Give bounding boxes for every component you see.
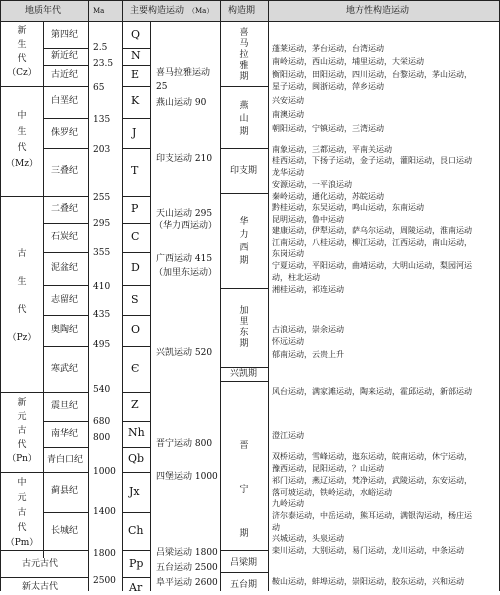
era-paleozoic: 古 生 代 （Pz） bbox=[7, 249, 37, 343]
period-nanhua: 南华纪 bbox=[51, 429, 79, 439]
period-code: Nh bbox=[128, 426, 145, 439]
regional-line: 济尔泰运动，中岳运动，熊耳运动，满银沟运动，杨庄运 bbox=[272, 511, 472, 520]
period-neogene: 新近纪 bbox=[51, 51, 79, 61]
movement-guangxi-alt: （加里东运动） bbox=[154, 268, 218, 278]
period-code: Є bbox=[131, 362, 140, 375]
movement-tianshan: 天山运动 295 bbox=[156, 209, 213, 219]
regional-line: 鞍山运动，蚌埠运动，崇阳运动，胶东运动，兴和运动 bbox=[272, 577, 464, 586]
regional-line: 怀远运动 bbox=[272, 337, 304, 346]
regional-line: 兴城运动，头泉运动 bbox=[272, 534, 344, 543]
period-code: Qb bbox=[128, 452, 145, 465]
period-code: S bbox=[131, 293, 139, 306]
age-value: 2500 bbox=[93, 576, 116, 586]
regional-line: 南象运动，三都运动，平南关运动 bbox=[272, 145, 392, 154]
regional-line: 秦岭运动，通化运动，苏皖运动 bbox=[272, 192, 384, 201]
stage-yanshan: 燕 山 期 bbox=[239, 101, 249, 137]
regional-line: 龙华运动 bbox=[272, 168, 304, 177]
movement-himalaya: 喜马拉雅运动 bbox=[156, 68, 211, 78]
era-paleoproterozoic: 古元古代 bbox=[22, 559, 59, 569]
movement-sibao: 四堡运动 1000 bbox=[156, 472, 218, 482]
period-quaternary: 第四纪 bbox=[51, 30, 79, 40]
regional-line: 祁门运动，燕辽运动，梵净运动，武陵运动，东安运动， bbox=[272, 476, 472, 485]
period-changcheng: 长城纪 bbox=[51, 526, 79, 536]
stage-jinning: 晋 宁 期 bbox=[239, 441, 249, 539]
movement-xingkai: 兴凯运动 520 bbox=[156, 348, 213, 358]
stage-variscan: 华 力 西 期 bbox=[239, 217, 249, 266]
regional-line: 南澳运动 bbox=[272, 110, 304, 119]
header-ma: Ma bbox=[93, 7, 105, 15]
age-value: 410 bbox=[93, 282, 111, 292]
period-code: P bbox=[131, 202, 139, 215]
stage-lvliang: 吕梁期 bbox=[230, 558, 258, 568]
period-code: Jx bbox=[129, 485, 140, 498]
regional-line: 星子运动，闽浙运动，萍乡运动 bbox=[272, 82, 384, 91]
age-value: 203 bbox=[93, 145, 111, 155]
period-code: Pp bbox=[129, 557, 144, 570]
period-code: Ch bbox=[128, 524, 144, 537]
age-value: 65 bbox=[93, 83, 105, 93]
era-mesoproterozoic: 中 元 古 代 （Pm） bbox=[5, 478, 39, 548]
regional-line: 豫西运动，昆阳运动，？山运动 bbox=[272, 464, 384, 473]
period-qingbaikou: 青白口纪 bbox=[47, 455, 84, 465]
period-carboniferous: 石炭纪 bbox=[51, 232, 79, 242]
regional-line: 动，柱北运动 bbox=[272, 273, 320, 282]
regional-line: 安源运动，一平浪运动 bbox=[272, 180, 352, 189]
period-triassic: 三叠纪 bbox=[51, 166, 79, 176]
movement-lvliang: 吕梁运动 1800 bbox=[156, 548, 218, 558]
age-value: 2.5 bbox=[93, 43, 108, 53]
regional-line: 澄江运动 bbox=[272, 431, 304, 440]
regional-line: 黔桂运动，东吴运动，鸣山运动，东南运动 bbox=[272, 203, 424, 212]
age-value: 1800 bbox=[93, 549, 116, 559]
period-code: Ar bbox=[129, 581, 143, 594]
stage-himalaya: 喜 马 拉 雅 期 bbox=[239, 28, 249, 82]
header-tectonic-ma: （Ma） bbox=[188, 7, 214, 15]
regional-line: 衡阳运动，田阳运动，四川运动，台黎运动，茅山运动， bbox=[272, 70, 472, 79]
regional-line: 风台运动，满家滩运动，陶来运动，霍邱运动，新部运动 bbox=[272, 387, 472, 396]
era-archean: 新太古代 bbox=[22, 582, 59, 592]
regional-line: 昆明运动，鲁中运动 bbox=[272, 215, 344, 224]
stage-xingkai: 兴凯期 bbox=[230, 369, 258, 379]
regional-line: 栾川运动，大别运动，易门运动，龙川运动，中条运动 bbox=[272, 546, 464, 555]
header-period: 构造期 bbox=[228, 6, 256, 16]
movement-fuping: 阜平运动 2600 bbox=[156, 578, 218, 588]
age-value: 540 bbox=[93, 385, 111, 395]
regional-line: 朝阳运动，宁镇运动，三湾运动 bbox=[272, 124, 384, 133]
period-code: E bbox=[131, 68, 140, 81]
era-mesozoic: 中 生 代 （Mz） bbox=[6, 111, 38, 169]
regional-line: 动 bbox=[272, 523, 280, 532]
regional-line: 南岭运动，西山运动，埔里运动，大栄运动 bbox=[272, 57, 424, 66]
regional-line: 建康运动，伊犁运动，萨乌尔运动，周陵运动，淮南运动 bbox=[272, 226, 472, 235]
period-silurian: 志留纪 bbox=[51, 295, 79, 305]
regional-line: 湘桂运动，祁连运动 bbox=[272, 285, 344, 294]
age-value: 23.5 bbox=[93, 59, 114, 69]
period-permian: 二叠纪 bbox=[51, 204, 79, 214]
period-sinian: 震旦纪 bbox=[51, 401, 79, 411]
stage-wutai: 五台期 bbox=[230, 580, 258, 590]
movement-yanshan: 燕山运动 90 bbox=[156, 98, 207, 108]
regional-line: 郁南运动，云贵上升 bbox=[272, 350, 344, 359]
period-code: T bbox=[131, 164, 139, 177]
age-value: 800 bbox=[93, 433, 111, 443]
period-code: O bbox=[131, 323, 141, 336]
movement-tianshan-alt: （华力西运动） bbox=[154, 221, 218, 231]
era-neoproterozoic: 新 元 古 代 （Pn） bbox=[7, 398, 37, 464]
period-paleogene: 古近纪 bbox=[51, 70, 79, 80]
period-code: Z bbox=[131, 398, 139, 411]
regional-line: 桂西运动，下扬子运动，金子运动，灌阳运动，艮口运动 bbox=[272, 156, 472, 165]
age-value: 1400 bbox=[93, 507, 116, 517]
movement-himalaya-age: 25 bbox=[156, 82, 168, 92]
regional-line: 宁夏运动，平阳运动，曲靖运动，大明山运动，梨园河运 bbox=[272, 261, 472, 270]
regional-line: 兴安运动 bbox=[272, 96, 304, 105]
period-code: C bbox=[131, 230, 140, 243]
regional-line: 古浪运动，崇余运动 bbox=[272, 325, 344, 334]
period-jurassic: 侏罗纪 bbox=[51, 128, 79, 138]
regional-line: 蓬莱运动，茅台运动，台湾运动 bbox=[272, 44, 384, 53]
header-era: 地质年代 bbox=[25, 6, 62, 16]
regional-line: 九岭运动 bbox=[272, 499, 304, 508]
period-devonian: 泥盆纪 bbox=[51, 263, 79, 273]
period-code: N bbox=[131, 49, 141, 62]
age-value: 355 bbox=[93, 248, 111, 258]
period-code: K bbox=[131, 94, 140, 107]
age-value: 680 bbox=[93, 417, 111, 427]
regional-line: 江南运动，八桂运动，柳江运动，江西运动，南山运动， bbox=[272, 238, 472, 247]
movement-wutai: 五台运动 2500 bbox=[156, 563, 218, 573]
movement-guangxi: 广西运动 415 bbox=[156, 254, 213, 264]
movement-jinning: 晋宁运动 800 bbox=[156, 439, 213, 449]
stage-caledonian: 加 里 东 期 bbox=[239, 306, 249, 349]
period-jixian: 蓟县纪 bbox=[51, 486, 79, 496]
header-tectonic: 主要构造运动 bbox=[130, 6, 185, 16]
regional-line: 落可坡运动，铁岭运动，水峪运动 bbox=[272, 488, 392, 497]
period-cretaceous: 白垩纪 bbox=[51, 96, 79, 106]
age-value: 435 bbox=[93, 310, 111, 320]
period-cambrian: 寒武纪 bbox=[51, 364, 79, 374]
regional-line: 双桥运动，雪峰运动，迤东运动，皖南运动，休宁运动， bbox=[272, 452, 472, 461]
era-cenozoic: 新 生 代 （Cz） bbox=[7, 26, 37, 78]
header-regional: 地方性构造运动 bbox=[346, 6, 410, 16]
age-value: 255 bbox=[93, 193, 111, 203]
stage-indosinian: 印支期 bbox=[230, 166, 258, 176]
period-code: Q bbox=[131, 28, 141, 41]
age-value: 295 bbox=[93, 219, 111, 229]
period-ordovician: 奥陶纪 bbox=[51, 325, 79, 335]
age-value: 1000 bbox=[93, 467, 116, 477]
age-value: 495 bbox=[93, 340, 111, 350]
age-value: 135 bbox=[93, 115, 111, 125]
regional-line: 东岗运动 bbox=[272, 249, 304, 258]
period-code: D bbox=[131, 261, 140, 274]
period-code: J bbox=[132, 126, 137, 139]
movement-indosinian: 印支运动 210 bbox=[156, 154, 213, 164]
